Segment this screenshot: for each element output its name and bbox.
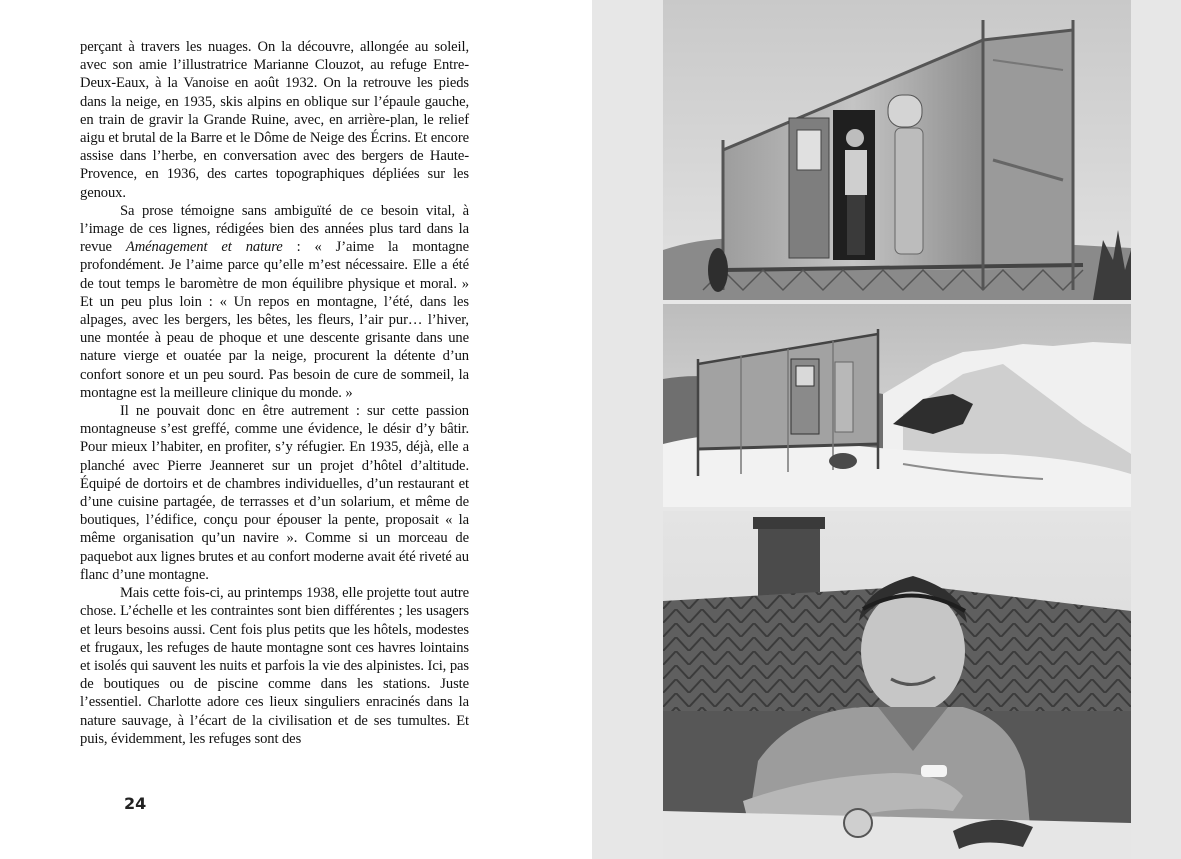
photo-refuge-doorway-image <box>663 0 1131 300</box>
paragraph-2 <box>80 202 469 402</box>
photo-refuge-snow-image <box>663 304 1131 507</box>
paragraph-2-text-b: : « J’aime la montagne profondément. Je l’aime parce qu’elle m’est nécessaire. Elle a été de tout temps le baromètre de mon équilibre physique et moral. » Et un peu plus loin : « Un repos en montagne, l’été, dans les alpages, avec les bergers, les bêtes, les fleurs, l’air pur… l’hiver, une montée à peau de phoque et une descente grisante dans une nature vierge et ouatée par la neige, procurent la détente d’un confort sonore et un peu sourd. Pas besoin de cure de sommeil, la montagne est la meilleure clinique du monde. » <box>80 239 469 401</box>
paragraph-1 <box>80 38 469 202</box>
journal-title: Aménagement et nature <box>125 239 283 256</box>
photo-refuge-doorway <box>663 0 1131 300</box>
paragraph-4-text: Mais cette fois-ci, au printemps 1938, elle projette tout autre chose. L’échelle et les contraintes sont bien différentes ; les usagers et leurs besoins aussi. Cent fois plus petits que les hôtels, modestes et frugaux, les refuges de haute montagne sont ces havres lointains et isolés qui sauvent les nuits et parfois la vie des alpinistes. Ici, pas de boutiques ou de piscine comme dans les stations. Juste l’essentiel. Charlotte adore ces lieux singuliers enracinés dans la nature sauvage, à l’écart de la civilisation et de ses tumultes. Et puis, évidemment, les refuges sont des <box>80 585 469 747</box>
paragraph-3 <box>80 402 469 584</box>
paragraph-1-text: perçant à travers les nuages. On la découvre, allongée au soleil, avec son amie l’illustratrice Marianne Clouzot, au refuge Entre-Deux-Eaux, à la Vanoise en août 1932. On la retrouve les pieds dans la neige, en 1935, skis alpins en oblique sur l’épaule gauche, en train de gravir la Grande Ruine, avec, en arrière-plan, le relief aigu et brutal de la Barre et le Dôme de Neige des Écrins. Et encore assise dans l’herbe, en conversation avec des bergers de Haute-Provence, en 1936, des cartes topographiques dépliées sur les genoux. <box>80 39 469 201</box>
page-number: 24 <box>124 794 147 813</box>
paragraph-3-text: Il ne pouvait donc en être autrement : sur cette passion montagneuse s’est greffé, comme une évidence, le désir d’y bâtir. Pour mieux l’habiter, en profiter, s’y réfugier. En 1935, déjà, elle a planché avec Pierre Jeanneret sur un projet d’hôtel d’altitude. Équipé de dortoirs et de chambres individuelles, d’un restaurant et d’une cuisine partagée, de terrasses et d’un solarium, et même de boutiques, l’édifice, conçu pour épouser la pente, proposait « la même organisation qu’un navire ». Comme si un morceau de paquebot aux lignes brutes et au confort moderne avait été riveté au flanc d’une montagne. <box>80 403 469 583</box>
photo-woman-map-image <box>663 511 1131 859</box>
right-page <box>592 0 1181 859</box>
paragraph-2-text-a: Sa prose témoigne sans ambiguïté de ce besoin vital, à l’image de ces lignes, rédigées bien des années plus tard dans la revue <box>80 202 469 256</box>
body-text <box>80 38 469 748</box>
photo-refuge-snow <box>663 304 1131 507</box>
paragraph-4 <box>80 584 469 748</box>
photo-woman-map <box>663 511 1131 859</box>
